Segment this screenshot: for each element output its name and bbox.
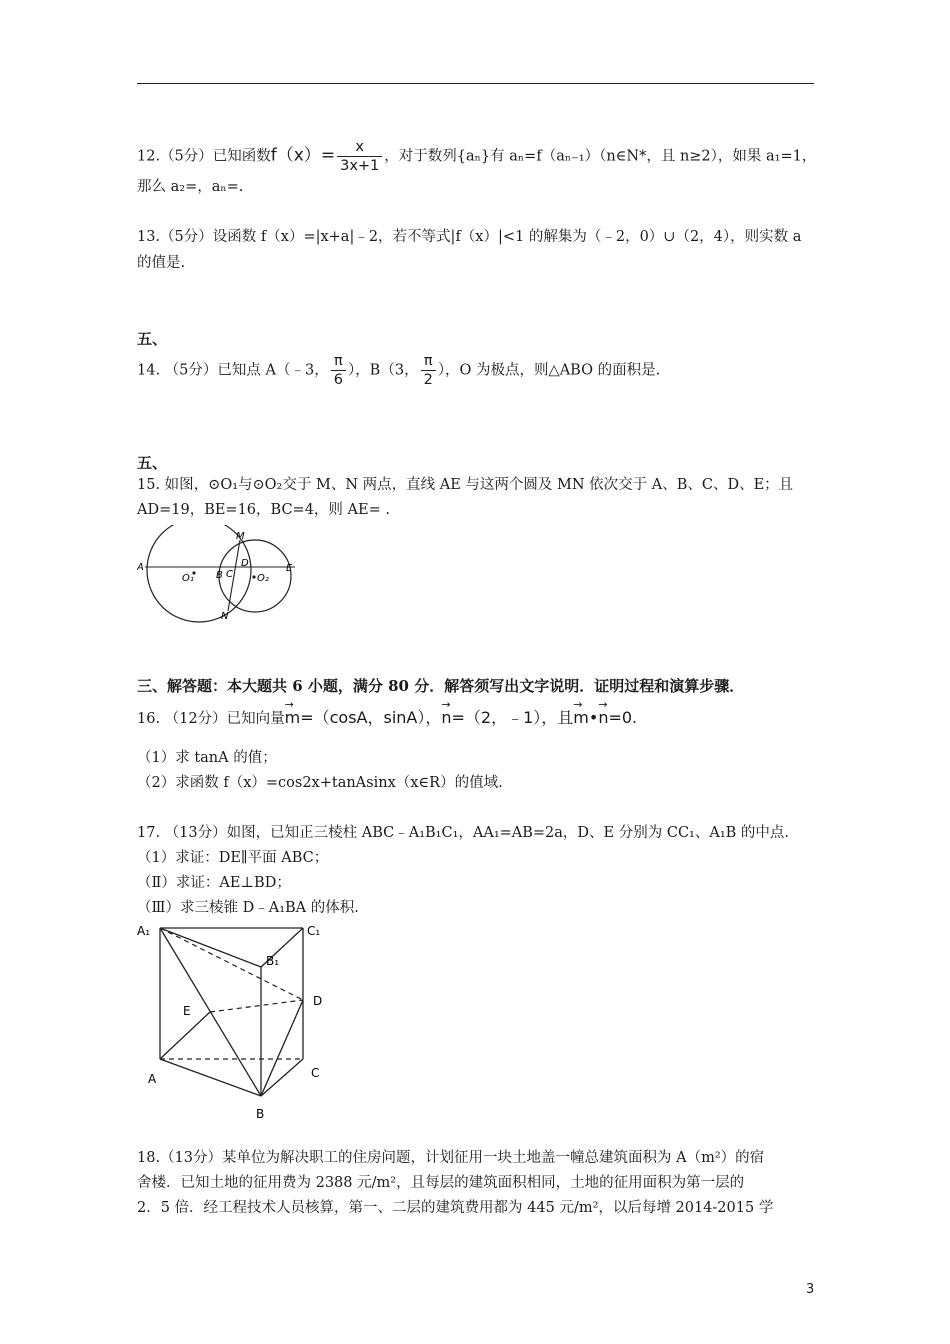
label-d: D <box>241 558 249 569</box>
q16-text: 16. （12分）已知向量 <box>137 711 285 727</box>
label-n: N <box>221 611 229 622</box>
label-o2: O₂ <box>257 573 269 584</box>
question-12-line-2: 那么 a₂=，aₙ=. <box>137 179 244 195</box>
label-a: A <box>148 1072 157 1086</box>
question-16-part-1: （1）求 tanA 的值； <box>137 750 277 766</box>
q14-denominator-1: 6 <box>333 372 343 388</box>
question-14 <box>137 352 660 389</box>
vector-n-value: =（2，﹣1），且 <box>451 708 574 727</box>
segment-db <box>261 1000 303 1096</box>
segment-ed-hidden <box>210 1000 303 1012</box>
question-13-line-1: 13.（5分）设函数 f（x）=|x+a|﹣2，若不等式|f（x）|<1 的解集为（﹣2，0）∪（2，4），则实数 a <box>137 229 802 245</box>
question-16-part-2: （2）求函数 f（x）=cos2x+tanAsinx（x∈R）的值域. <box>137 775 503 791</box>
q14-text-tail: ），O 为极点，则△ABO 的面积是. <box>437 362 661 379</box>
edge-cb <box>261 1059 303 1096</box>
q14-fraction-2 <box>421 352 436 389</box>
label-d: D <box>313 994 323 1008</box>
vector-n: → n <box>441 708 451 728</box>
label-b: B <box>216 570 223 581</box>
q16-text-tail: =0. <box>608 708 638 727</box>
q14-text-mid: ），B（3， <box>347 362 419 379</box>
section-heading-5a: 五、 <box>137 330 168 348</box>
label-a: A <box>137 562 144 573</box>
q14-numerator-2: π <box>421 352 436 371</box>
label-c: C <box>226 569 233 580</box>
label-o1: O₁ <box>182 573 194 584</box>
label-c: C <box>311 1066 320 1080</box>
section-heading-3: 三、解答题：本大题共 6 小题，满分 80 分．解答须写出文字说明．证明过程和演算步骤． <box>137 677 745 695</box>
question-17-part-2: （Ⅱ）求证：AE⊥BD； <box>137 875 291 891</box>
vector-m-value: =（cosA，sinA）， <box>300 708 442 727</box>
q14-denominator-2: 2 <box>423 372 433 388</box>
vector-m: → m <box>285 708 301 728</box>
q12-function: f（x）= <box>270 145 336 166</box>
question-15-line-2: AD=19，BE=16，BC=4，则 AE= . <box>137 502 390 518</box>
q14-fraction-1 <box>331 352 346 389</box>
label-b: B <box>256 1107 265 1121</box>
q12-text: 12.（5分）已知函数 <box>137 148 271 165</box>
question-12-line-1 <box>137 138 816 175</box>
header-rule <box>137 83 814 84</box>
section-heading-5b: 五、 <box>137 454 168 472</box>
q12-text-tail: ，对于数列{aₙ}有 aₙ=f（aₙ₋₁）（n∈N*，且 n≥2），如果 a₁=1， <box>384 148 817 165</box>
question-17-line-1: 17. （13分）如图，已知正三棱柱 ABC﹣A₁B₁C₁，AA₁=AB=2a，D、E 分别为 CC₁、A₁B 的中点. <box>137 825 790 841</box>
q14-text: 14. （5分）已知点 A（﹣3， <box>137 362 329 379</box>
question-17-part-3: （Ⅲ）求三棱锥 D﹣A₁BA 的体积. <box>137 900 359 916</box>
label-a1: A₁ <box>137 924 151 938</box>
figure-17-prism <box>130 918 340 1123</box>
label-e: E <box>183 1004 191 1018</box>
label-e: E <box>286 563 293 574</box>
edge-ab <box>160 1059 261 1096</box>
question-18-line-2: 舍楼．已知土地的征用费为 2388 元/m²，且每层的建筑面积相同，土地的征用面积为第一层的 <box>137 1175 745 1191</box>
page-number: 3 <box>806 1282 815 1297</box>
label-b1: B₁ <box>266 954 280 968</box>
label-m: M <box>236 531 245 542</box>
vector-n-2: → n <box>598 708 608 728</box>
q12-denominator: 3x+1 <box>340 158 380 174</box>
segment-ae <box>160 1012 210 1059</box>
question-15-line-1: 15. 如图，⊙O₁与⊙O₂交于 M、N 两点，直线 AE 与这两个圆及 MN 依次交于 A、B、C、D、E；且 <box>137 477 794 493</box>
edge-a1b1 <box>160 928 261 967</box>
dot-operator: • <box>588 708 599 727</box>
figure-15-circles <box>137 525 307 625</box>
question-13-line-2: 的值是. <box>137 255 186 271</box>
question-18-line-1: 18.（13分）某单位为解决职工的住房问题，计划征用一块土地盖一幢总建筑面积为 A（m²）的宿 <box>137 1150 765 1166</box>
question-16-line-1 <box>137 708 637 729</box>
label-c1: C₁ <box>307 924 321 938</box>
vector-m-2: → m <box>573 708 589 728</box>
question-17-part-1: （1）求证：DE∥平面 ABC； <box>137 850 329 866</box>
q12-fraction <box>337 138 382 175</box>
question-18-line-3: 2．5 倍．经工程技术人员核算，第一、二层的建筑费用都为 445 元/m²，以后每增 2014-2015 学 <box>137 1200 774 1216</box>
q12-numerator: x <box>337 138 382 157</box>
q14-numerator-1: π <box>331 352 346 371</box>
point-o2 <box>252 575 255 578</box>
